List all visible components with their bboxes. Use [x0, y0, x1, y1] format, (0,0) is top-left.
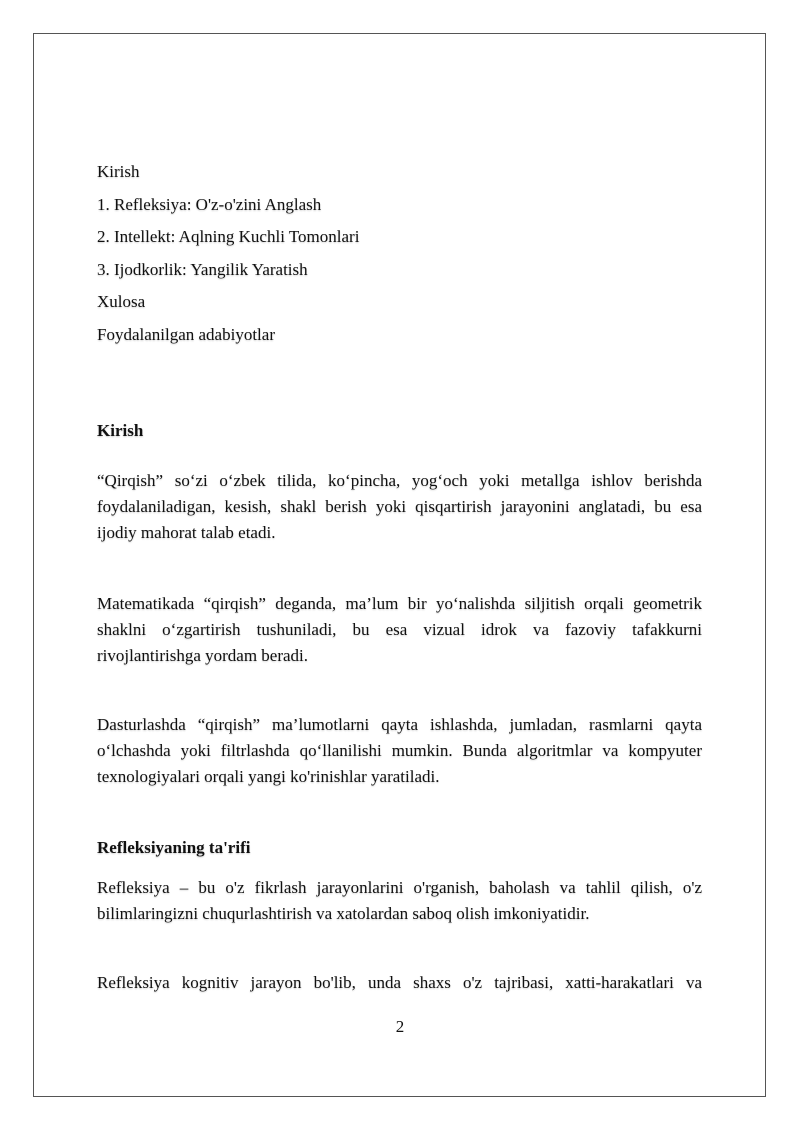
paragraph: Dasturlashda “qirqish” ma’lumotlarni qayta ishlashda, jumladan, rasmlarni qayta o‘lchashda yoki filtrlashda qo‘llanilishi mumkin. Bunda algoritmlar va kompyuter texnologiyalari orqali yangi ko'rinishlar yaratiladi.	[97, 715, 702, 786]
paragraph: “Qirqish” so‘zi o‘zbek tilida, ko‘pincha, yog‘och yoki metallga ishlov berishda foydalaniladigan, kesish, shakl berish yoki qisqartirish jarayonini anglatadi, bu esa ijodiy mahorat talab etadi.	[97, 471, 702, 542]
toc-item-conclusion: Xulosa	[97, 292, 146, 311]
paragraph: Refleksiya – bu o'z fikrlash jarayonlarini o'rganish, baholash va tahlil qilish, o'z bilimlaringizni chuqurlashtirish va xatolardan saboq olish imkoniyatidir.	[97, 878, 702, 923]
paragraph: Refleksiya kognitiv jarayon bo'lib, unda shaxs o'z tajribasi, xatti-harakatlari va	[97, 973, 702, 992]
toc-item-references: Foydalanilgan adabiyotlar	[97, 325, 275, 344]
toc-item-1: 1. Refleksiya: O'z-o'zini Anglash	[97, 195, 322, 214]
section-heading-intro: Kirish	[97, 421, 144, 440]
toc-item-intro: Kirish	[97, 162, 140, 181]
page-number: 2	[395, 1017, 405, 1036]
toc-item-2: 2. Intellekt: Aqlning Kuchli Tomonlari	[97, 227, 360, 246]
paragraph: Matematikada “qirqish” deganda, ma’lum bir yo‘nalishda siljitish orqali geometrik shaklni o‘zgartirish tushuniladi, bu esa vizual idrok va fazoviy tafakkurni rivojlantirishga yordam beradi.	[97, 594, 702, 665]
section-heading-reflection: Refleksiyaning ta'rifi	[97, 838, 251, 857]
toc-item-3: 3. Ijodkorlik: Yangilik Yaratish	[97, 260, 308, 279]
